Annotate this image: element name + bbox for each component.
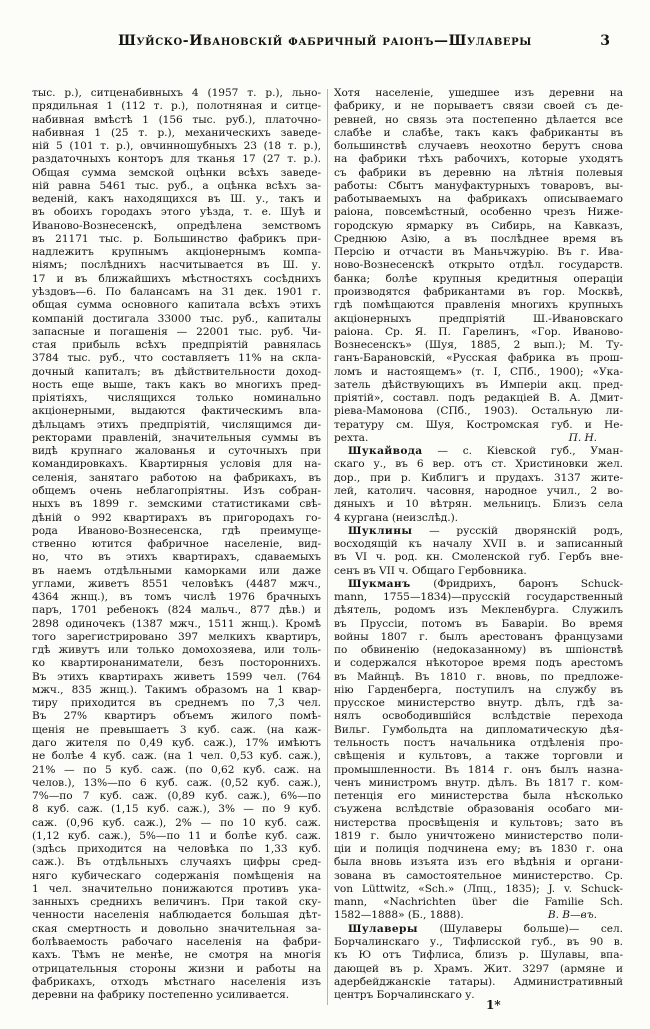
text-line: пріятіяхъ, числящихся только номинально	[32, 392, 321, 405]
text-line: Вильг. Гумбольдта на дипломатическую дѣя-	[334, 723, 623, 736]
text-line: городскую ярмарку въ Сибирь, на Кавказъ,	[334, 219, 623, 232]
author-signature: П. Н.	[568, 431, 597, 444]
text-line: съ фабрики въ деревню на лѣтнія полевыя	[334, 166, 623, 179]
text-line	[334, 909, 623, 922]
text-line: банка; болѣе крупныя кредитныя операціи	[334, 272, 623, 285]
text-line: съужена вслѣдствіе образованія особаго ми-	[334, 803, 623, 816]
text-line: общая сумма основного капитала всѣхъ этихъ	[32, 299, 321, 312]
page-number: 3	[600, 33, 610, 49]
text-line: Въ этихъ квартирахъ живетъ 1599 чел. (764	[32, 670, 321, 683]
text-line: работы: Сбытъ мануфактурныхъ товаровъ, вы-	[334, 179, 623, 192]
text-line: рода Иваново-Вознесенска, гдѣ преимуще-	[32, 524, 321, 537]
text-line: стая прибыль всѣхъ предпріятій равнялась	[32, 339, 321, 352]
text-line: затель дѣйствующихъ въ Имперіи акц. пред-	[334, 378, 623, 391]
text-line: въ VI ч. род. кн. Смоленской губ. Гербъ вне-	[334, 551, 623, 564]
text-line: болѣваемость рабочаго населенія на фабри-	[32, 936, 321, 948]
text-line: и содержался нѣкоторое время подъ арестомъ	[334, 657, 623, 670]
text-line: саж. (0,96 куб. саж.), 2% — по 10 куб. саж.	[32, 816, 321, 829]
text-line: къ Ю отъ Тифлиса, близъ р. Шулавы, впа-	[334, 949, 623, 962]
text-line: нію Гарденберга, поступилъ на службу въ	[334, 683, 623, 696]
text-line: сенъ въ VII ч. Общаго Гербовника.	[334, 564, 527, 577]
text-line: дѣятель, родомъ изъ Мекленбурга. Служилъ	[334, 604, 623, 617]
text-line: ново-Вознесенскѣ открыто отдѣл. государств.	[334, 259, 623, 272]
text-line: ревней, но связь эта постепенно дѣлается все	[334, 113, 623, 126]
text-line: 1819 г. было уничтожено министерство поли-	[334, 829, 623, 842]
text-line: деревни на фабрику постепенно усиливается.	[32, 989, 290, 1002]
text-line: уѣздовъ—6. По балансамъ на 31 дек. 1901 г.	[32, 285, 321, 298]
left-column	[32, 87, 321, 1002]
text-line: челов.), 13%—по 6 куб. саж. (0,52 куб. саж.),	[32, 776, 321, 789]
text-line: видѣ крупнаго жалованья и суточныхъ при	[32, 445, 321, 458]
text-line: ская смертность и довольно значительная за-	[32, 922, 321, 935]
text-line: общемъ очень неблагопріятны. Изъ собран-	[32, 484, 321, 497]
text-line: ганъ-Барановскій, «Русская фабрика въ прош-	[334, 352, 623, 365]
text-line: ній 5 (101 т. р.), овчинношубныхъ 23 (18 т. р.),	[32, 140, 321, 153]
author-signature: В. В—въ.	[547, 909, 597, 922]
text-line: раіона. Ср. Я. П. Гарелинъ, «Гор. Иваново-	[334, 325, 623, 338]
page-header	[0, 33, 650, 53]
text-line: нялъ освободившійся вслѣдствіе перехода	[334, 710, 623, 723]
text-line: Среднюю Азію, а въ послѣднее время въ	[334, 232, 623, 245]
line-text: рехта.	[334, 431, 369, 444]
text-line: Вознесенскъ» (Шуя, 1885, 2 вып.); М. Ту-	[334, 339, 623, 352]
text-line: Шуклины — русскій дворянскій родъ,	[348, 524, 623, 537]
text-line: ціи и полиція подчинена ему; въ 1830 г. она	[334, 843, 623, 856]
text-line: даго жителя по 0,49 куб. саж.), 17% имѣютъ	[32, 737, 321, 750]
text-line: слабѣе и слабѣе, такъ какъ фабриканты въ	[334, 126, 623, 139]
text-line: производятся фабрикантами въ гор. Москвѣ,	[334, 285, 623, 298]
text-line: ріева-Мамонова (СПб., 1903). Остальную ли-	[334, 405, 623, 418]
text-line: дяныхъ и 10 вѣтрян. мельницъ. Близъ села	[334, 498, 623, 511]
text-line: Персію и отчасти въ Маньчжурію. Въ г. Ива-	[334, 246, 623, 259]
running-title: Шуйско-Ивановскій фабричный раіонъ—Шулаверы	[118, 33, 532, 49]
text-line: 3784 тыс. руб., что составляетъ 11% на скла-	[32, 352, 321, 365]
text-line: надлежитъ крупнымъ акціонернымъ компа-	[32, 246, 321, 259]
text-line: занныхъ среднихъ величинъ. При такой ску-	[32, 896, 321, 909]
text-line: гдѣ живутъ или только домохозяева, или толь-	[32, 644, 321, 657]
text-line: но, что въ этихъ квартирахъ, сдаваемыхъ	[32, 551, 321, 564]
text-line: дающей въ р. Храмъ. Жит. 3297 (армяне и	[334, 962, 623, 975]
text-line: лей, католич. часовня, народное учил., 2 во-	[334, 484, 623, 497]
text-line: 1 чел. значительно понижаются противъ ука-	[32, 882, 321, 895]
text-line: 4364 жнщ.), въ томъ числѣ 1976 брачныхъ	[32, 591, 321, 604]
text-line: набивная вмѣстѣ 1 (156 тыс. руб.), платочно-	[32, 113, 321, 126]
text-line: саж.). Въ отдѣльныхъ случаяхъ цифры сред-	[32, 856, 321, 869]
text-line: не болѣе 4 куб. саж. (на 1 чел. 0,53 куб. саж.),	[32, 750, 321, 763]
text-line: того зарегистрировано 397 мелкихъ квартиръ,	[32, 630, 321, 643]
text-line: войны 1807 г. былъ арестованъ французами	[334, 630, 623, 643]
text-line: тельность постъ начальника отдѣленія про-	[334, 737, 623, 750]
text-line: промышленности. Въ 1814 г. онъ былъ назна-	[334, 763, 623, 776]
text-line: 8 куб. саж. (1,15 куб. саж.), 3% — по 9 куб.	[32, 803, 321, 816]
text-line: 21% — по 5 куб. саж. (по 0,62 куб. саж. на	[32, 763, 321, 776]
text-line: Шукайвода — с. Кіевской губ., Уман-	[348, 445, 623, 458]
text-line: Въ 27% квартиръ объемъ жилого помѣ-	[32, 710, 321, 723]
text-line: няго кубическаго содержанія помѣщенія на	[32, 869, 321, 882]
column-divider-rule	[327, 89, 328, 1005]
entry-headword: Шукманъ	[348, 577, 411, 590]
text-line: ченъ министромъ внутр. дѣлъ. Въ 1817 г. ком-	[334, 776, 623, 789]
text-line: мжч., 835 жнщ.). Такимъ образомъ на 1 квар-	[32, 683, 321, 696]
text-line: 4 кургана (неизслѣд.).	[334, 511, 458, 524]
text-line: селенія, занятаго работою на фабрикахъ, въ	[32, 471, 321, 484]
text-line: углами, живетъ 8551 человѣкъ (4487 мжч.,	[32, 577, 321, 590]
text-line: 17 и въ ближайшихъ мѣстностяхъ сосѣднихъ	[32, 272, 321, 285]
text-line: нистерства просвѣщенія и культовъ; зато въ	[334, 816, 623, 829]
text-line: тиру приходится въ среднемъ по 7,3 чел.	[32, 697, 321, 710]
text-line: ныхъ въ 1899 г. земскими статистиками свѣ-	[32, 498, 321, 511]
text-line: въ наемъ отдѣльными каморками или даже	[32, 564, 321, 577]
line-text: 1582—1888» (Б., 1888).	[334, 909, 464, 922]
text-line: зована въ самостоятельное министерство. Ср.	[334, 869, 623, 882]
text-line: была вновь изъята изъ его вѣдѣнія и органи-	[334, 856, 623, 869]
text-line: набивная 1 (25 т. р.), механическихъ заведе-	[32, 126, 321, 139]
text-line: ній равна 5461 тыс. руб., а оцѣнка всѣхъ за-	[32, 179, 321, 192]
text-line: ломъ и настоящемъ» (т. I, СПб., 1900); «Ука-	[334, 365, 623, 378]
text-line: фабрикахъ, отходъ мѣстнаго населенія изъ	[32, 975, 321, 988]
text-line: гдѣ помѣщаются правленія многихъ крупныхъ	[334, 299, 623, 312]
text-line: адербейджанскіе татары). Административный	[334, 975, 623, 988]
entry-headword: Шуклины	[348, 524, 413, 537]
text-line: раіона, повсемѣстный, особенно чрезъ Ниже-	[334, 206, 623, 219]
entry-headword: Шулаверы	[348, 922, 418, 935]
text-line	[334, 432, 623, 445]
text-line: большинствѣ случаевъ неохотно берутъ снова	[334, 140, 623, 153]
text-line: 7%—по 7 куб. саж. (0,89 куб. саж.), 6%—по	[32, 790, 321, 803]
text-line: ко квартиронаниматели, безъ постороннихъ.	[32, 657, 321, 670]
text-line: скаго у., въ 6 вер. отъ ст. Христиновки жел.	[334, 458, 623, 471]
text-line: Борчалинскаго у., Тифлисской губ., въ 90 в.	[334, 936, 623, 948]
text-line: mann, 1755—1834)—прусскій государственный	[334, 591, 623, 604]
text-line: Общая сумма земской оцѣнки всѣхъ заведе-	[32, 166, 321, 179]
text-line: петенція его министерства была нѣсколько	[334, 790, 623, 803]
text-line: раздаточныхъ конторъ для тканья 17 (27 т. р.).	[32, 153, 321, 166]
text-line: центръ Борчалинскаго у.	[334, 989, 475, 1002]
text-line: ректорами правленій, значительныя суммы въ	[32, 431, 321, 444]
text-line: дор., при р. Киблигъ и прудахъ. 3137 жите-	[334, 471, 623, 484]
entry-headword: Шукайвода	[348, 445, 423, 458]
text-line: пріятій», составл. подъ редакціей В. А. Дмит-	[334, 392, 623, 405]
text-line: Шукманъ (Фридрихъ, баронъ Schuck-	[348, 577, 623, 590]
text-line: фабрику, и не порываетъ связи своей съ де-	[334, 100, 623, 113]
text-line: дѣльцамъ этихъ предпріятій, числящимся ди-	[32, 418, 321, 431]
text-line: тыс. р.), ситценабивныхъ 4 (1957 т. р.), льно-	[32, 87, 321, 99]
text-line: ніямъ; послѣднихъ насчитывается въ Ш. у.	[32, 259, 321, 272]
text-line: веденій, какъ находящихся въ Ш. у., такъ и	[32, 193, 321, 206]
text-line: ственно ютится фабричное населеніе, вид-	[32, 538, 321, 551]
text-line: дѣній о 992 квартирахъ въ пригородахъ го-	[32, 511, 321, 524]
text-line: дочный капиталъ; въ дѣйствительности доход-	[32, 365, 321, 378]
text-line: работываемыхъ на фабрикахъ описываемаго	[334, 193, 623, 206]
text-line: въ Пруссіи, потомъ въ Баваріи. Во время	[334, 617, 623, 630]
text-line: въ 21171 тыс. р. Большинство фабрикъ при-	[32, 232, 321, 245]
printer-signature-mark: 1*	[486, 998, 501, 1012]
text-line: mann, «Nachrichten über die Familie Sch.	[334, 896, 623, 909]
text-line: Хотя населеніе, ушедшее изъ деревни на	[334, 87, 623, 99]
text-line: ность еще выше, такъ какъ во многихъ пред-	[32, 378, 321, 391]
text-line: отрицательныя стороны жизни и работы на	[32, 962, 321, 975]
text-line: Иваново-Вознесенскѣ, опредѣлена земствомъ	[32, 219, 321, 232]
text-line: (здѣсь приходится на человѣка по 1,33 куб.	[32, 843, 321, 856]
text-line: прядильная 1 (112 т. р.), полотняная и ситце-	[32, 100, 321, 113]
text-line: Шулаверы (Шулаверы больше)— сел.	[348, 922, 623, 935]
text-line: командировкахъ. Квартирныя условія для на-	[32, 458, 321, 471]
right-column	[334, 87, 623, 1002]
text-line: кахъ. Тѣмъ не менѣе, не смотря на многія	[32, 949, 321, 962]
text-line: щенія не превышаетъ 3 куб. саж. (на каж-	[32, 723, 321, 736]
text-line: въ обоихъ городахъ этого уѣзда, т. е. Шуѣ и	[32, 206, 321, 219]
text-line: (1,12 куб. саж.), 5%—по 11 и болѣе куб. саж.	[32, 829, 321, 842]
text-line: запасные и погашенія — 22001 тыс. руб. Чи-	[32, 325, 321, 338]
text-line: восходящій къ началу XVII в. и записанный	[334, 538, 623, 551]
text-line: von Lüttwitz, «Sch.» (Лпц., 1835); J. v. Schuck-	[334, 882, 623, 895]
text-line: тературу см. Шуя, Костромская губ. и Не-	[334, 418, 623, 431]
text-line: прусское министерство внутр. дѣлъ, гдѣ за-	[334, 697, 623, 710]
text-line: свѣщенія и культовъ, а также торговли и	[334, 750, 623, 763]
text-line: паръ, 1701 ребенокъ (824 мальч., 877 дѣв.) и	[32, 604, 321, 617]
text-line: акціонерными, выдаются фактическимъ вла-	[32, 405, 321, 418]
text-line: ченности населенія наблюдается большая дѣт-	[32, 909, 321, 922]
text-line: въ Майнцѣ. Въ 1810 г. вновь, по предложе-	[334, 670, 623, 683]
text-line: компаній достигала 33000 тыс. руб., капиталы	[32, 312, 321, 325]
text-line: акціонерныхъ предпріятій Ш.-Ивановскаго	[334, 312, 623, 325]
text-columns	[32, 87, 623, 1029]
text-line: на фабрики тѣхъ рабочихъ, которые уходятъ	[334, 153, 623, 166]
text-line: по обвиненію (недоказанному) въ шпіонствѣ	[334, 644, 623, 657]
text-line: 2898 одиночекъ (1387 мжч., 1511 жнщ.). Кромѣ	[32, 617, 321, 630]
